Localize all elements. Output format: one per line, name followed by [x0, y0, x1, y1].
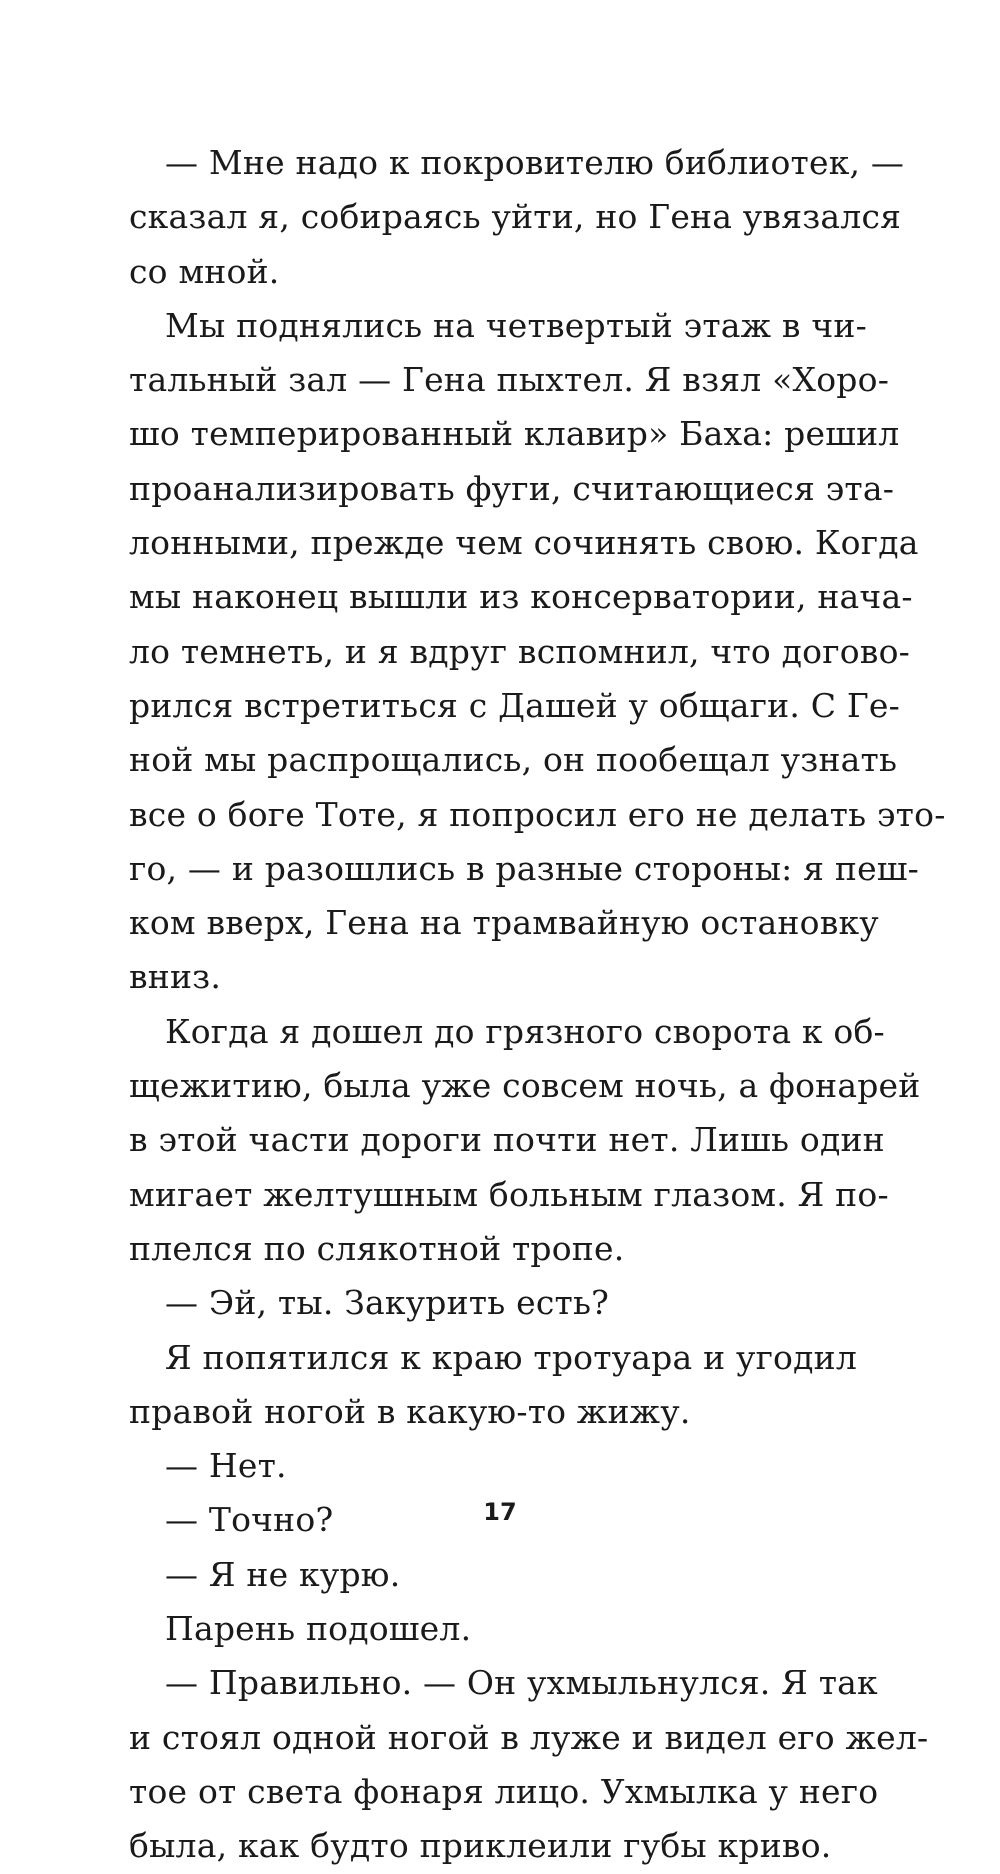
text-line: — Мне надо к покровителю библиотек, —	[165, 143, 905, 182]
text-line: — Правильно. — Он ухмыльнулся. Я так	[165, 1663, 878, 1703]
text-line: и стоял одной ногой в луже и видел его жел-	[129, 1717, 929, 1757]
page-number: 17	[483, 1498, 517, 1526]
text-line: Когда я дошел до грязного сворота к об-	[165, 1011, 885, 1051]
text-line: щежитию, была уже совсем ночь, а фонарей	[129, 1066, 921, 1106]
text-line: рился встретиться с Дашей у общаги. С Ге-	[129, 685, 901, 725]
text-line: вниз.	[129, 957, 222, 997]
body-text	[129, 136, 946, 1874]
text-line: правой ногой в какую-то жижу.	[129, 1391, 691, 1431]
text-line: Парень подошел.	[165, 1609, 472, 1649]
text-line: лонными, прежде чем сочинять свою. Когда	[129, 523, 919, 563]
text-line: — Нет.	[165, 1446, 287, 1486]
text-line: мигает желтушным больным глазом. Я по-	[129, 1174, 889, 1214]
text-line: со мной.	[129, 251, 280, 291]
text-line: — Я не курю.	[165, 1554, 401, 1594]
text-line: — Точно?	[165, 1500, 334, 1540]
text-line: была, как будто приклеили губы криво.	[129, 1826, 832, 1866]
text-line: ной мы распрощались, он пообещал узнать	[129, 740, 898, 780]
text-line: проанализировать фуги, считающиеся эта-	[129, 468, 895, 508]
text-line: ло темнеть, и я вдруг вспомнил, что догово-	[129, 631, 911, 671]
text-line: шо темперированный клавир» Баха: решил	[129, 414, 900, 454]
text-line: все о боге Тоте, я попросил его не делать это-	[129, 794, 946, 834]
text-line: плелся по слякотной тропе.	[129, 1228, 625, 1268]
text-line: Мы поднялись на четвертый этаж в чи-	[165, 305, 867, 345]
text-line: сказал я, собираясь уйти, но Гена увязался	[129, 197, 902, 237]
text-line: го, — и разошлись в разные стороны: я пеш-	[129, 848, 920, 888]
text-line: тальный зал — Гена пыхтел. Я взял «Хоро-	[129, 360, 890, 400]
text-line: ком вверх, Гена на трамвайную остановку	[129, 903, 879, 943]
text-line: мы наконец вышли из консерватории, нача-	[129, 577, 913, 617]
text-line: — Эй, ты. Закурить есть?	[165, 1283, 610, 1323]
text-line: Я попятился к краю тротуара и угодил	[165, 1337, 857, 1377]
text-line: в этой части дороги почти нет. Лишь один	[129, 1120, 885, 1160]
text-line: тое от света фонаря лицо. Ухмылка у него	[129, 1771, 879, 1811]
